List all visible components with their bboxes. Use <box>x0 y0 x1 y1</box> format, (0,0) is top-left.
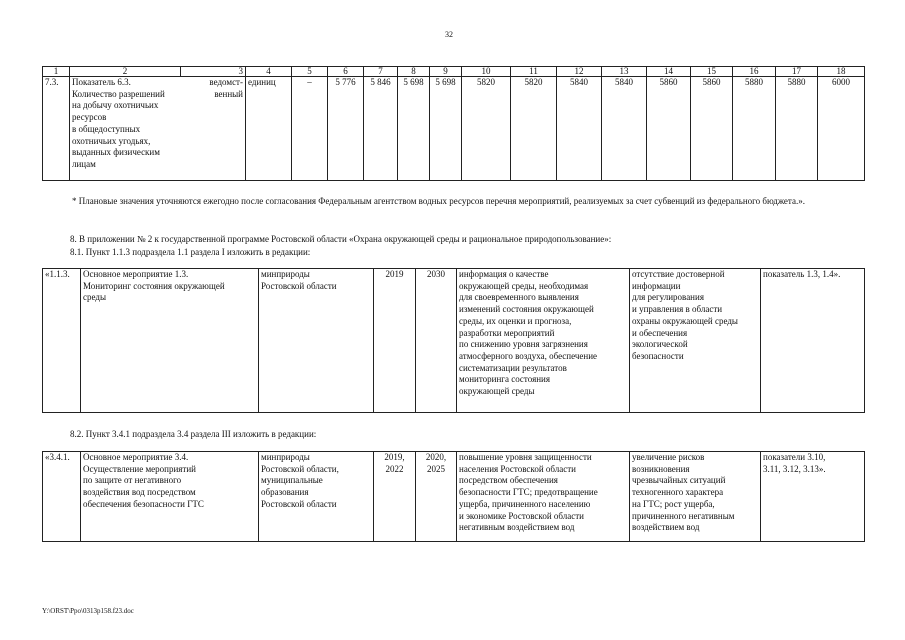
value-cell: – <box>292 77 328 181</box>
paragraph-8: 8. В приложении № 2 к государственной программе Ростовской области «Охрана окружающей среды и рациональное природопользование»: <box>70 234 612 244</box>
start-year: 2019, 2022 <box>374 452 416 542</box>
header-cell: 17 <box>776 67 818 77</box>
item-number: «3.4.1. <box>43 452 81 542</box>
paragraph-8-1: 8.1. Пункт 1.1.3 подраздела 1.1 раздела I изложить в редакции: <box>70 247 311 257</box>
item-number: «1.1.3. <box>43 269 81 413</box>
measure-table-1-1-3 <box>42 268 865 413</box>
value-cell: 5820 <box>511 77 557 181</box>
value-cell: 5820 <box>462 77 511 181</box>
page-number: 32 <box>445 30 453 39</box>
value-cell: 5880 <box>733 77 776 181</box>
value-cell: 5 698 <box>398 77 430 181</box>
header-cell: 4 <box>246 67 292 77</box>
paragraph-8-2: 8.2. Пункт 3.4.1 подраздела 3.4 раздела III изложить в редакции: <box>70 429 317 439</box>
measure-name: Основное мероприятие 3.4. Осуществление мероприятий по защите от негативного воздействия вод посредством обеспечения безопасности ГТС <box>81 452 259 542</box>
header-cell: 14 <box>647 67 691 77</box>
value-cell: 5880 <box>776 77 818 181</box>
header-cell: 11 <box>511 67 557 77</box>
value-cell: 5860 <box>691 77 733 181</box>
header-cell: 2 <box>70 67 181 77</box>
header-cell: 6 <box>328 67 364 77</box>
value-cell: 5840 <box>557 77 602 181</box>
header-cell: 1 <box>43 67 70 77</box>
header-cell: 7 <box>364 67 398 77</box>
indicators: показатели 3.10, 3.11, 3.12, 3.13». <box>761 452 865 542</box>
header-cell: 12 <box>557 67 602 77</box>
value-cell: 5 776 <box>328 77 364 181</box>
header-cell: 13 <box>602 67 647 77</box>
table-header-row <box>43 67 865 77</box>
measure-name: Основное мероприятие 1.3. Мониторинг состояния окружающей среды <box>81 269 259 413</box>
expected-result: информация о качестве окружающей среды, необходимая для своевременного выявления изменений состояния окружающей среды, их оценки и прогноза, разработки мероприятий по снижению уровня загрязнения атмосферного воздуха, обеспечение систематизации результатов мониторинга состояния окружающей среды <box>457 269 630 413</box>
measure-table-3-4-1 <box>42 451 865 542</box>
consequences: увеличение рисков возникновения чрезвычайных ситуаций техногенного характера на ГТС; рост ущерба, причиненного негативным воздействием вод <box>630 452 761 542</box>
start-year: 2019 <box>374 269 416 413</box>
header-cell: 15 <box>691 67 733 77</box>
footnote: * Плановые значения уточняются ежегодно после согласования Федеральным агентством водных ресурсов перечня мероприятий, реализуемых за счет субвенций из федерального бюджета.». <box>72 196 805 206</box>
table-row <box>43 77 865 181</box>
footer-file-path: Y:\ORST\Ppo\0313p158.f23.doc <box>42 607 134 615</box>
value-cell: 5 698 <box>430 77 462 181</box>
row-number: 7.3. <box>43 77 70 181</box>
executor: минприроды Ростовской области <box>259 269 374 413</box>
value-cell: 5 846 <box>364 77 398 181</box>
header-cell: 18 <box>818 67 865 77</box>
header-cell: 16 <box>733 67 776 77</box>
expected-result: повышение уровня защищенности населения Ростовской области посредством обеспечения безопасности ГТС; предотвращение ущерба, причиненного населению и экономике Ростовской области негативным воздействием вод <box>457 452 630 542</box>
value-cell: 5860 <box>647 77 691 181</box>
header-cell: 9 <box>430 67 462 77</box>
header-cell: 3 <box>181 67 246 77</box>
header-cell: 8 <box>398 67 430 77</box>
table-row <box>43 269 865 413</box>
value-cell: 5840 <box>602 77 647 181</box>
header-cell: 10 <box>462 67 511 77</box>
value-cell: 6000 <box>818 77 865 181</box>
indicators: показатель 1.3, 1.4». <box>761 269 865 413</box>
consequences: отсутствие достоверной информации для регулирования и управления в области охраны окружающей среды и обеспечения экологической безопасности <box>630 269 761 413</box>
indicator-name: Показатель 6.3. Количество разрешений на добычу охотничьих ресурсов в общедоступных охотничьих угодьях, выданных физическим лицам <box>70 77 181 181</box>
indicator-type: ведомст- венный <box>181 77 246 181</box>
unit-cell: единиц <box>246 77 292 181</box>
executor: минприроды Ростовской области, муниципальные образования Ростовской области <box>259 452 374 542</box>
table-row <box>43 452 865 542</box>
header-cell: 5 <box>292 67 328 77</box>
indicator-table <box>42 66 865 181</box>
end-year: 2030 <box>416 269 457 413</box>
end-year: 2020, 2025 <box>416 452 457 542</box>
